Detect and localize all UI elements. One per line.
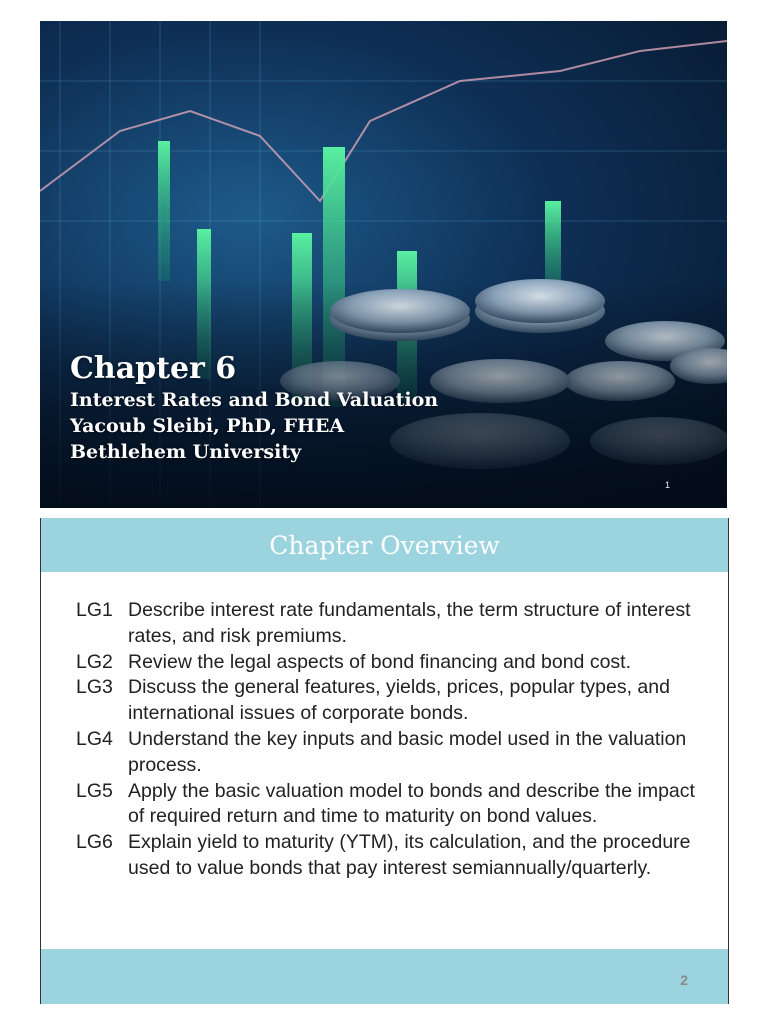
slide-title: Chapter Overview [269,530,500,560]
goal-text: Explain yield to maturity (YTM), its calculation, and the procedure used to value bonds that pay interest semiannually/quarterly. [128,831,691,879]
header-band [41,518,728,572]
list-item [76,675,696,727]
goal-code: LG4 [76,727,113,750]
university-name: Bethlehem University [70,441,302,463]
learning-goals-list [76,598,696,882]
list-item [76,779,696,831]
list-item [76,598,696,650]
goal-text: Describe interest rate fundamentals, the term structure of interest rates, and risk premiums. [128,599,691,647]
overview-slide [40,518,729,1004]
goal-code: LG3 [76,676,113,699]
goal-text: Apply the basic valuation model to bonds and describe the impact of required return and time to maturity on bond values. [128,779,695,828]
goal-code: LG1 [76,599,113,621]
goal-text: Discuss the general features, yields, prices, popular types, and international issues of corporate bonds. [128,676,670,725]
author-name: Yacoub Sleibi, PhD, FHEA [70,415,345,437]
footer-band [41,949,728,1004]
slide-number: 2 [680,972,688,988]
list-item [76,727,696,779]
subtitle: Interest Rates and Bond Valuation [70,389,439,411]
title-slide [40,21,727,508]
goal-code: LG5 [76,779,113,802]
goal-code: LG2 [76,650,113,673]
goal-text: Review the legal aspects of bond financing and bond cost. [128,650,632,673]
list-item [76,830,696,882]
list-item [76,650,696,676]
title-block [70,351,438,465]
goal-text: Understand the key inputs and basic model used in the valuation process. [128,727,687,776]
slide-number: 1 [664,480,670,490]
chapter-title: Chapter 6 [70,351,237,386]
goal-code: LG6 [76,831,113,854]
